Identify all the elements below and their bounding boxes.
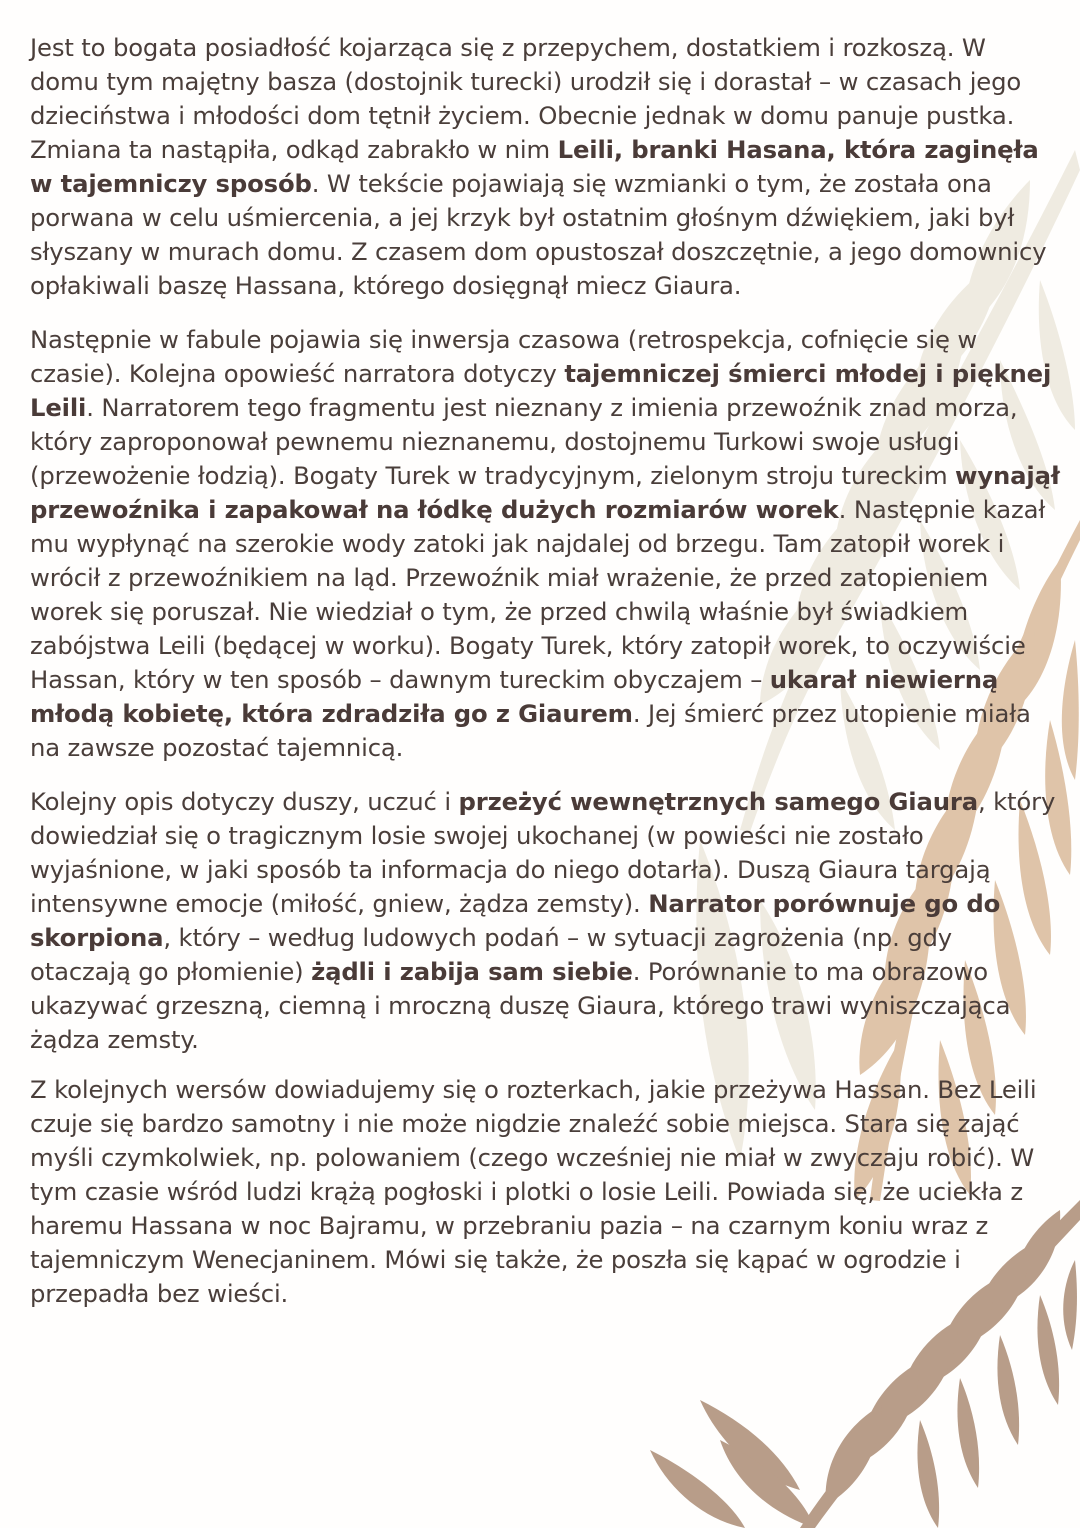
document-body [30,31,1060,1331]
emphasis: żądli i zabija sam siebie [311,957,633,986]
paragraph-1: Jest to bogata posiadłość kojarząca się z przepychem, dostatkiem i rozkoszą. W domu tym majętny basza (dostojnik turecki) urodził się i dorastał – w czasach jego dzieciństwa i młodości dom tętnił życiem. Obecnie jednak w domu panuje pustka. Zmiana ta nastąpiła, odkąd zabrakło w nim Leili, branki Hasana, która zaginęła w tajemniczy sposób. W tekście pojawiają się wzmianki o tym, że została ona porwana w celu uśmiercenia, a jej krzyk był ostatnim głośnym dźwiękiem, jaki był słyszany w murach domu. Z czasem dom opustoszał doszczętnie, a jego domownicy opłakiwali baszę Hassana, którego dosięgnął miecz Giaura. [30,33,1047,300]
emphasis: przeżyć wewnętrznych samego Giaura [458,787,978,816]
emphasis: tajemniczej śmierci młodej i pięknej Leili [30,359,1052,422]
emphasis: wynajął przewoźnika i zapakował na łódkę dużych rozmiarów worek [30,461,1060,524]
paragraph-2: Następnie w fabule pojawia się inwersja czasowa (retrospekcja, cofnięcie się w czasie). Kolejna opowieść narratora dotyczy tajemniczej śmierci młodej i pięknej Leili. Narratorem tego fragmentu jest nieznany z imienia przewoźnik znad morza, który zaproponował pewnemu nieznanemu, dostojnemu Turkowi swoje usługi (przewożenie łodzią). Bogaty Turek w tradycyjnym, zielonym stroju tureckim wynajął przewoźnika i zapakował na łódkę dużych rozmiarów worek. Następnie kazał mu wypłynąć na szerokie wody zatoki jak najdalej od brzegu. Tam zatopił worek i wrócił z przewoźnikiem na ląd. Przewoźnik miał wrażenie, że przed zatopieniem worek się poruszał. Nie wiedział o tym, że przed chwilą właśnie był świadkiem zabójstwa Leili (będącej w worku). Bogaty Turek, który zatopił worek, to oczywiście Hassan, który w ten sposób – dawnym tureckim obyczajem – ukarał niewierną młodą kobietę, która zdradziła go z Giaurem. Jej śmierć przez utopienie miała na zawsze pozostać tajemnicą. [30,325,1060,762]
emphasis: ukarał niewierną młodą kobietę, która zdradziła go z Giaurem [30,665,999,728]
emphasis: Leili, branki Hasana, która zaginęła w tajemniczy sposób [30,135,1039,198]
paragraph-3: Kolejny opis dotyczy duszy, uczuć i przeżyć wewnętrznych samego Giaura, który dowiedział się o tragicznym losie swojej ukochanej (w powieści nie zostało wyjaśnione, w jaki sposób ta informacja do niego dotarła). Duszą Giaura targają intensywne emocje (miłość, gniew, żądza zemsty). Narrator porównuje go do skorpiona, który – według ludowych podań – w sytuacji zagrożenia (np. gdy otaczają go płomienie) żądli i zabija sam siebie. Porównanie to ma obrazowo ukazywać grzeszną, ciemną i mroczną duszę Giaura, którego trawi wyniszczająca żądza zemsty. [30,787,1056,1054]
paragraph-4: Z kolejnych wersów dowiadujemy się o rozterkach, jakie przeżywa Hassan. Bez Leili czuje się bardzo samotny i nie może nigdzie znaleźć sobie miejsca. Stara się zająć myśli czymkolwiek, np. polowaniem (czego wcześniej nie miał w zwyczaju robić). W tym czasie wśród ludzi krążą pogłoski i plotki o losie Leili. Powiada się, że uciekła z haremu Hassana w noc Bajramu, w przebraniu pazia – na czarnym koniu wraz z tajemniczym Wenecjaninem. Mówi się także, że poszła się kąpać w ogrodzie i przepadła bez wieści. [30,1075,1037,1308]
emphasis: Narrator porównuje go do skorpiona [30,889,1001,952]
